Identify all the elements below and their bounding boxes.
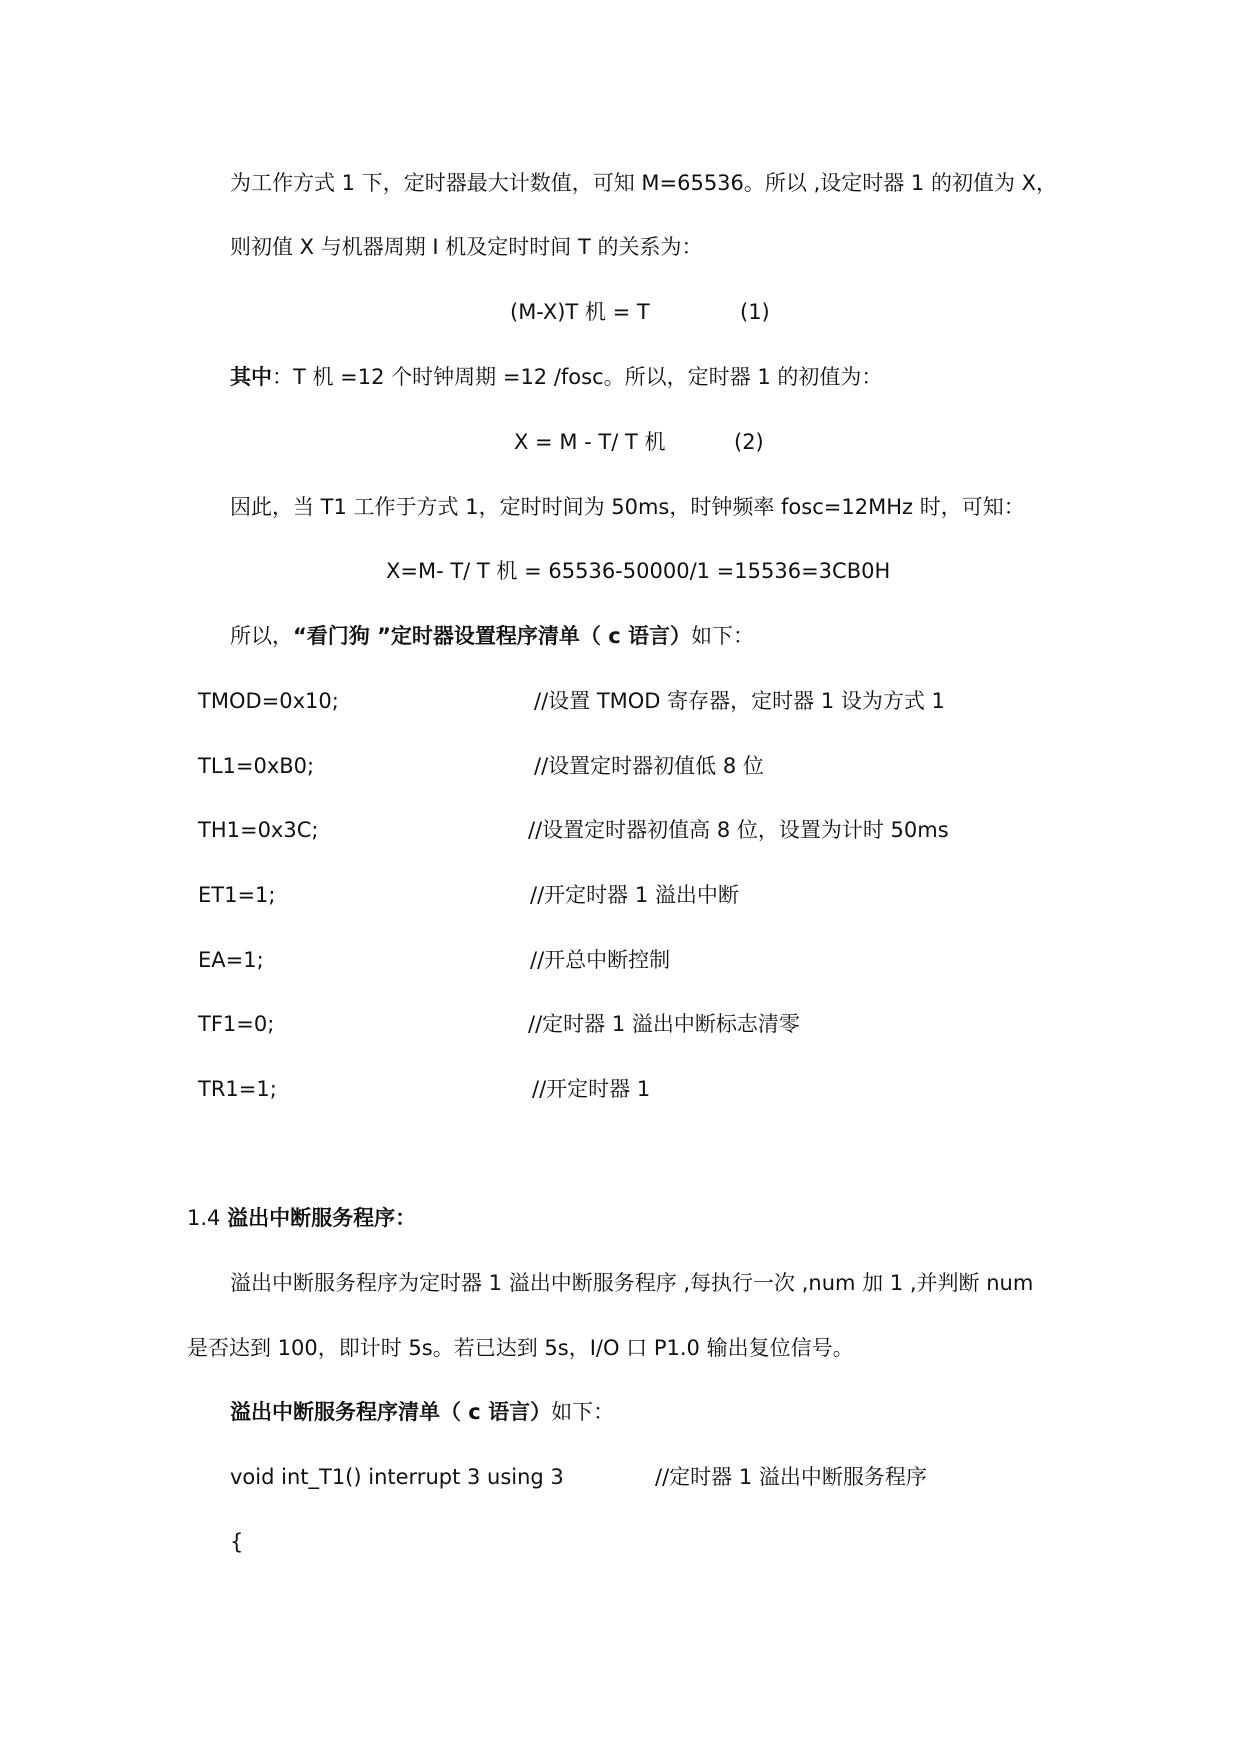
paragraph-text: 如下：: [690, 624, 754, 648]
code-comment: //开定时器 1 溢出中断: [530, 883, 739, 907]
code-statement: ET1=1;: [198, 883, 276, 907]
formula-expression: X = M - T/ T 机: [514, 430, 666, 454]
code-comment: //开定时器 1: [532, 1077, 651, 1101]
formula-number: (2): [734, 430, 764, 454]
code-comment: //设置 TMOD 寄存器，定时器 1 设为方式 1: [534, 689, 945, 713]
code-comment: //定时器 1 溢出中断服务程序: [655, 1465, 927, 1489]
code-comment: //设置定时器初值高 8 位，设置为计时 50ms: [528, 818, 949, 842]
formula-number: (1): [740, 300, 770, 324]
paragraph-line: 为工作方式 1 下，定时器最大计数值，可知 M=65536。所以 ,设定时器 1 的初值为 X，: [230, 171, 1058, 195]
paragraph-line: [230, 1397, 614, 1427]
code-statement: TR1=1;: [198, 1077, 277, 1101]
paragraph-line: 是否达到 100，即计时 5s。若已达到 5s，I/O 口 P1.0 输出复位信号。: [187, 1336, 854, 1360]
paragraph-line: 溢出中断服务程序为定时器 1 溢出中断服务程序 ,每执行一次 ,num 加 1 ,并判断 num: [230, 1271, 1034, 1295]
paragraph-line: 因此，当 T1 工作于方式 1，定时时间为 50ms，时钟频率 fosc=12MHz 时，可知：: [230, 495, 1025, 519]
code-statement: TH1=0x3C;: [198, 818, 319, 842]
code-statement: TL1=0xB0;: [198, 754, 315, 778]
paragraph-text: 所以，: [230, 624, 293, 648]
code-brace: {: [230, 1530, 244, 1554]
formula-2: [514, 427, 665, 457]
paragraph-line: [230, 362, 882, 392]
code-comment: //设置定时器初值低 8 位: [534, 754, 764, 778]
section-number: 1.4: [187, 1206, 221, 1230]
paragraph-text: ：T 机 =12 个时钟周期 =12 /fosc。所以，定时器 1 的初值为：: [272, 365, 883, 389]
emphasis-text: “看门狗 ”定时器设置程序清单（ c 语言）: [293, 624, 691, 648]
code-comment: //定时器 1 溢出中断标志清零: [528, 1012, 800, 1036]
paragraph-line: 则初值 X 与机器周期 I 机及定时时间 T 的关系为：: [230, 235, 703, 259]
code-statement: void int_T1() interrupt 3 using 3: [230, 1465, 564, 1489]
section-title: 溢出中断服务程序：: [227, 1206, 417, 1230]
code-statement: EA=1;: [198, 948, 264, 972]
code-statement: TF1=0;: [198, 1012, 275, 1036]
emphasis-text: 其中: [230, 365, 272, 389]
formula-3: X=M- T/ T 机 = 65536-50000/1 =15536=3CB0H: [386, 559, 891, 583]
formula-1: [510, 297, 650, 327]
code-statement: TMOD=0x10;: [198, 689, 339, 713]
formula-expression: (M-X)T 机 = T: [510, 300, 650, 324]
paragraph-line: [230, 621, 754, 651]
paragraph-text: 如下：: [551, 1400, 615, 1424]
code-comment: //开总中断控制: [530, 948, 671, 972]
section-heading: [187, 1203, 416, 1233]
emphasis-text: 溢出中断服务程序清单（ c 语言）: [230, 1400, 552, 1424]
